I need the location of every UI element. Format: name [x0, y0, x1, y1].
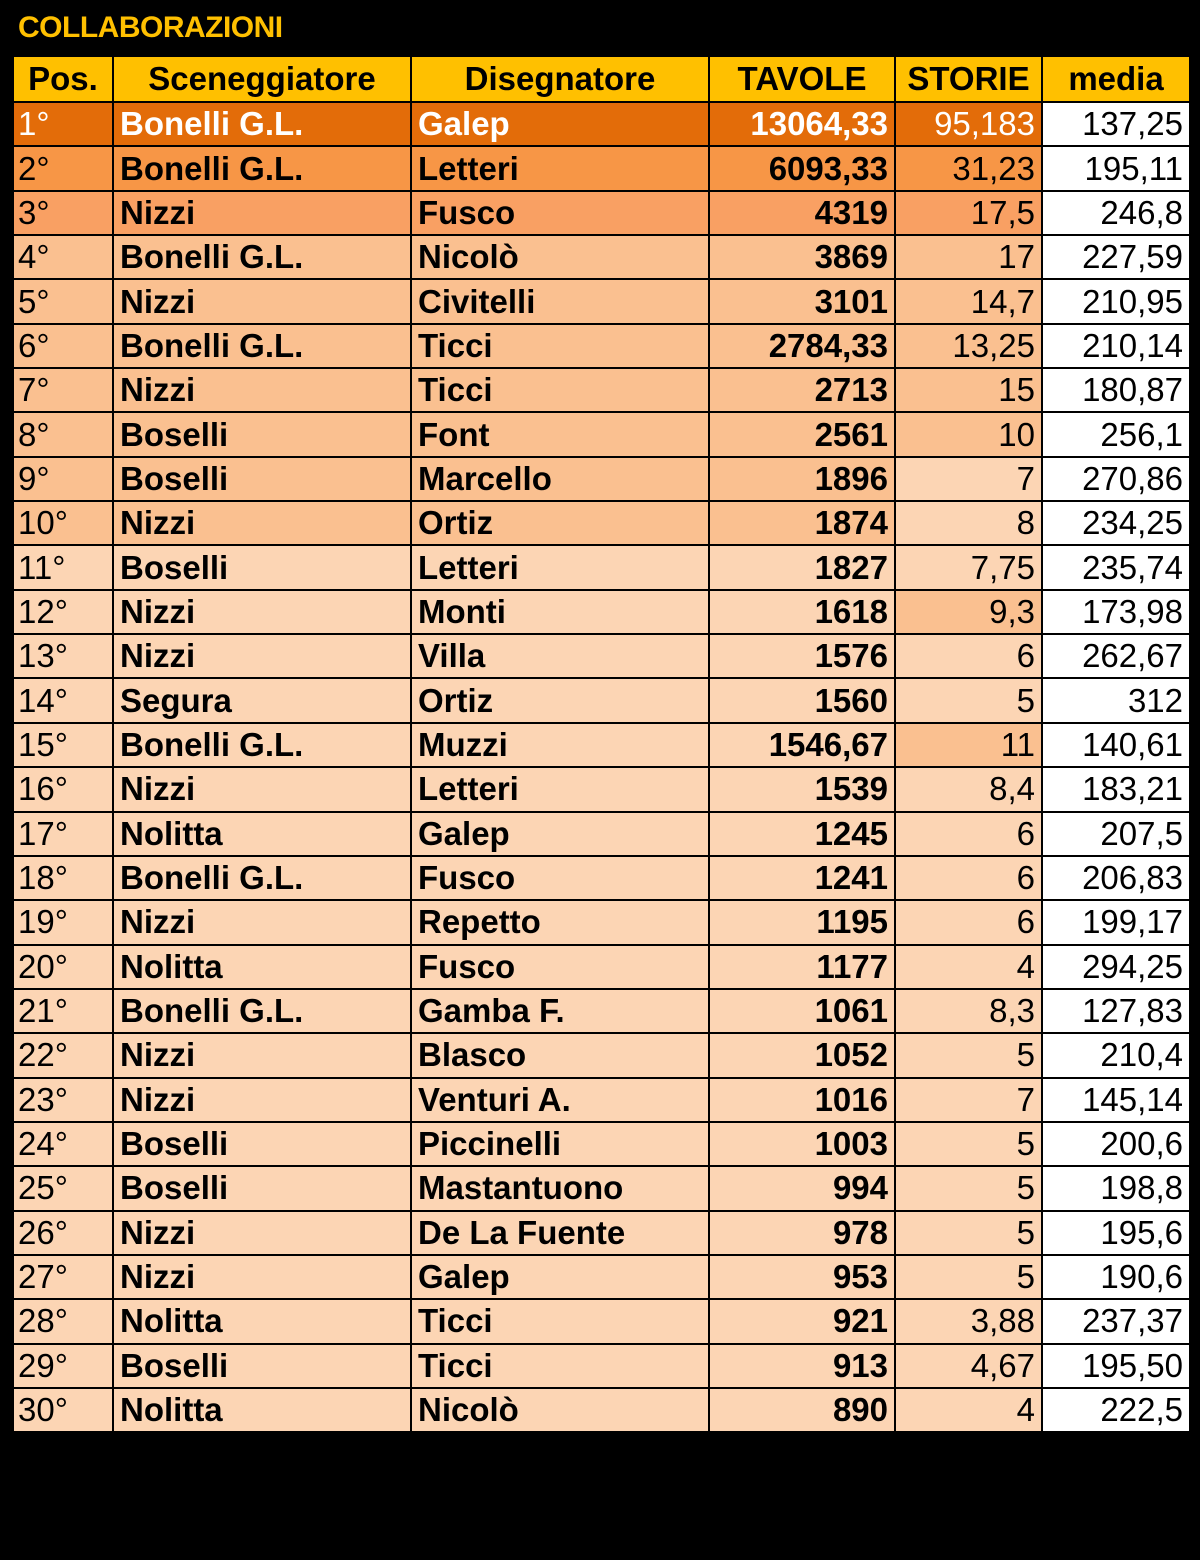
cell-sceneggiatore: Nizzi: [113, 368, 411, 412]
cell-tavole: 1618: [709, 590, 895, 634]
cell-disegnatore: Blasco: [411, 1033, 709, 1077]
cell-tavole: 3869: [709, 235, 895, 279]
cell-storie: 7,75: [895, 545, 1042, 589]
cell-pos: 26°: [13, 1211, 113, 1255]
cell-media: 210,4: [1042, 1033, 1190, 1077]
cell-storie: 6: [895, 856, 1042, 900]
table-row: [13, 1344, 1190, 1388]
cell-sceneggiatore: Nizzi: [113, 1211, 411, 1255]
cell-storie: 4,67: [895, 1344, 1042, 1388]
cell-pos: 12°: [13, 590, 113, 634]
cell-tavole: 953: [709, 1255, 895, 1299]
table-row: [13, 900, 1190, 944]
cell-sceneggiatore: Boselli: [113, 545, 411, 589]
table-row: [13, 191, 1190, 235]
cell-disegnatore: Repetto: [411, 900, 709, 944]
table-row: [13, 412, 1190, 456]
cell-media: 312: [1042, 678, 1190, 722]
table-row: [13, 1388, 1190, 1432]
cell-pos: 5°: [13, 279, 113, 323]
cell-sceneggiatore: Boselli: [113, 457, 411, 501]
cell-media: 234,25: [1042, 501, 1190, 545]
cell-pos: 9°: [13, 457, 113, 501]
cell-pos: 7°: [13, 368, 113, 412]
table-row: [13, 1078, 1190, 1122]
cell-storie: 4: [895, 945, 1042, 989]
cell-disegnatore: Monti: [411, 590, 709, 634]
cell-storie: 31,23: [895, 146, 1042, 190]
cell-sceneggiatore: Nizzi: [113, 634, 411, 678]
cell-sceneggiatore: Nizzi: [113, 767, 411, 811]
cell-pos: 8°: [13, 412, 113, 456]
cell-media: 199,17: [1042, 900, 1190, 944]
cell-tavole: 921: [709, 1299, 895, 1343]
cell-media: 210,95: [1042, 279, 1190, 323]
cell-pos: 19°: [13, 900, 113, 944]
table-row: [13, 457, 1190, 501]
cell-storie: 5: [895, 1033, 1042, 1077]
cell-storie: 5: [895, 678, 1042, 722]
cell-pos: 28°: [13, 1299, 113, 1343]
cell-sceneggiatore: Bonelli G.L.: [113, 723, 411, 767]
table-row: [13, 1122, 1190, 1166]
table-row: [13, 1033, 1190, 1077]
cell-tavole: 1874: [709, 501, 895, 545]
cell-storie: 5: [895, 1255, 1042, 1299]
header-storie: STORIE: [895, 56, 1042, 102]
cell-storie: 8,4: [895, 767, 1042, 811]
cell-media: 235,74: [1042, 545, 1190, 589]
cell-pos: 3°: [13, 191, 113, 235]
table-row: [13, 146, 1190, 190]
cell-pos: 22°: [13, 1033, 113, 1077]
cell-media: 262,67: [1042, 634, 1190, 678]
cell-media: 237,37: [1042, 1299, 1190, 1343]
cell-media: 206,83: [1042, 856, 1190, 900]
cell-storie: 4: [895, 1388, 1042, 1432]
cell-storie: 13,25: [895, 324, 1042, 368]
cell-tavole: 890: [709, 1388, 895, 1432]
cell-disegnatore: Letteri: [411, 146, 709, 190]
cell-disegnatore: Galep: [411, 102, 709, 146]
cell-storie: 8,3: [895, 989, 1042, 1033]
cell-disegnatore: Civitelli: [411, 279, 709, 323]
cell-tavole: 1177: [709, 945, 895, 989]
cell-storie: 6: [895, 900, 1042, 944]
cell-media: 256,1: [1042, 412, 1190, 456]
cell-storie: 10: [895, 412, 1042, 456]
cell-disegnatore: Letteri: [411, 545, 709, 589]
table-row: [13, 945, 1190, 989]
cell-sceneggiatore: Nolitta: [113, 1388, 411, 1432]
cell-pos: 11°: [13, 545, 113, 589]
table-row: [13, 1211, 1190, 1255]
cell-pos: 15°: [13, 723, 113, 767]
header-row: [13, 56, 1190, 102]
cell-media: 294,25: [1042, 945, 1190, 989]
cell-tavole: 1061: [709, 989, 895, 1033]
cell-tavole: 2713: [709, 368, 895, 412]
cell-sceneggiatore: Nizzi: [113, 191, 411, 235]
cell-disegnatore: Villa: [411, 634, 709, 678]
header-disegnatore: Disegnatore: [411, 56, 709, 102]
cell-disegnatore: Ticci: [411, 1344, 709, 1388]
cell-sceneggiatore: Boselli: [113, 1122, 411, 1166]
cell-pos: 21°: [13, 989, 113, 1033]
cell-pos: 2°: [13, 146, 113, 190]
cell-storie: 15: [895, 368, 1042, 412]
table-row: [13, 235, 1190, 279]
table-row: [13, 501, 1190, 545]
cell-pos: 23°: [13, 1078, 113, 1122]
cell-sceneggiatore: Nizzi: [113, 1078, 411, 1122]
cell-sceneggiatore: Bonelli G.L.: [113, 856, 411, 900]
cell-tavole: 1896: [709, 457, 895, 501]
cell-storie: 5: [895, 1166, 1042, 1210]
cell-media: 200,6: [1042, 1122, 1190, 1166]
cell-disegnatore: Muzzi: [411, 723, 709, 767]
cell-disegnatore: Font: [411, 412, 709, 456]
table-row: [13, 102, 1190, 146]
cell-media: 195,11: [1042, 146, 1190, 190]
header-sceneggiatore: Sceneggiatore: [113, 56, 411, 102]
cell-disegnatore: Ticci: [411, 324, 709, 368]
cell-pos: 24°: [13, 1122, 113, 1166]
cell-media: 140,61: [1042, 723, 1190, 767]
cell-storie: 3,88: [895, 1299, 1042, 1343]
cell-tavole: 4319: [709, 191, 895, 235]
cell-disegnatore: Ticci: [411, 368, 709, 412]
cell-sceneggiatore: Bonelli G.L.: [113, 146, 411, 190]
cell-media: 207,5: [1042, 812, 1190, 856]
cell-media: 270,86: [1042, 457, 1190, 501]
cell-sceneggiatore: Boselli: [113, 1344, 411, 1388]
table-row: [13, 1255, 1190, 1299]
cell-tavole: 1576: [709, 634, 895, 678]
cell-disegnatore: Ticci: [411, 1299, 709, 1343]
cell-sceneggiatore: Boselli: [113, 412, 411, 456]
cell-pos: 27°: [13, 1255, 113, 1299]
cell-tavole: 978: [709, 1211, 895, 1255]
cell-pos: 30°: [13, 1388, 113, 1432]
cell-disegnatore: Piccinelli: [411, 1122, 709, 1166]
cell-sceneggiatore: Nizzi: [113, 1033, 411, 1077]
cell-tavole: 2784,33: [709, 324, 895, 368]
header-tavole: TAVOLE: [709, 56, 895, 102]
cell-tavole: 2561: [709, 412, 895, 456]
cell-pos: 18°: [13, 856, 113, 900]
cell-media: 183,21: [1042, 767, 1190, 811]
cell-media: 195,50: [1042, 1344, 1190, 1388]
table-row: [13, 678, 1190, 722]
cell-sceneggiatore: Segura: [113, 678, 411, 722]
cell-storie: 9,3: [895, 590, 1042, 634]
cell-disegnatore: Mastantuono: [411, 1166, 709, 1210]
cell-pos: 1°: [13, 102, 113, 146]
cell-media: 195,6: [1042, 1211, 1190, 1255]
cell-disegnatore: Letteri: [411, 767, 709, 811]
cell-sceneggiatore: Nizzi: [113, 501, 411, 545]
cell-storie: 7: [895, 1078, 1042, 1122]
cell-pos: 29°: [13, 1344, 113, 1388]
cell-disegnatore: Fusco: [411, 856, 709, 900]
cell-tavole: 1195: [709, 900, 895, 944]
cell-disegnatore: Fusco: [411, 945, 709, 989]
cell-disegnatore: Nicolò: [411, 1388, 709, 1432]
cell-storie: 8: [895, 501, 1042, 545]
table-row: [13, 634, 1190, 678]
cell-pos: 20°: [13, 945, 113, 989]
cell-tavole: 3101: [709, 279, 895, 323]
header-pos: Pos.: [13, 56, 113, 102]
table-row: [13, 989, 1190, 1033]
cell-sceneggiatore: Boselli: [113, 1166, 411, 1210]
cell-tavole: 1546,67: [709, 723, 895, 767]
cell-tavole: 1052: [709, 1033, 895, 1077]
cell-media: 137,25: [1042, 102, 1190, 146]
table-row: [13, 812, 1190, 856]
cell-tavole: 1016: [709, 1078, 895, 1122]
cell-tavole: 1241: [709, 856, 895, 900]
cell-storie: 6: [895, 812, 1042, 856]
cell-disegnatore: Ortiz: [411, 678, 709, 722]
sheet-title: COLLABORAZIONI: [18, 11, 283, 44]
cell-media: 246,8: [1042, 191, 1190, 235]
cell-sceneggiatore: Bonelli G.L.: [113, 324, 411, 368]
cell-tavole: 6093,33: [709, 146, 895, 190]
cell-storie: 5: [895, 1122, 1042, 1166]
cell-sceneggiatore: Nizzi: [113, 279, 411, 323]
cell-disegnatore: Galep: [411, 812, 709, 856]
cell-media: 145,14: [1042, 1078, 1190, 1122]
cell-tavole: 1003: [709, 1122, 895, 1166]
cell-sceneggiatore: Bonelli G.L.: [113, 989, 411, 1033]
cell-media: 190,6: [1042, 1255, 1190, 1299]
cell-tavole: 1539: [709, 767, 895, 811]
table-row: [13, 279, 1190, 323]
cell-media: 222,5: [1042, 1388, 1190, 1432]
cell-tavole: 1245: [709, 812, 895, 856]
cell-sceneggiatore: Nolitta: [113, 945, 411, 989]
cell-storie: 7: [895, 457, 1042, 501]
cell-media: 227,59: [1042, 235, 1190, 279]
cell-disegnatore: Nicolò: [411, 235, 709, 279]
cell-disegnatore: Marcello: [411, 457, 709, 501]
cell-sceneggiatore: Bonelli G.L.: [113, 235, 411, 279]
table-row: [13, 856, 1190, 900]
cell-storie: 5: [895, 1211, 1042, 1255]
cell-sceneggiatore: Nizzi: [113, 900, 411, 944]
cell-sceneggiatore: Nolitta: [113, 1299, 411, 1343]
cell-storie: 95,183: [895, 102, 1042, 146]
table-row: [13, 590, 1190, 634]
cell-storie: 6: [895, 634, 1042, 678]
table-row: [13, 324, 1190, 368]
cell-storie: 14,7: [895, 279, 1042, 323]
cell-sceneggiatore: Nizzi: [113, 1255, 411, 1299]
cell-pos: 25°: [13, 1166, 113, 1210]
cell-media: 127,83: [1042, 989, 1190, 1033]
cell-disegnatore: De La Fuente: [411, 1211, 709, 1255]
cell-disegnatore: Fusco: [411, 191, 709, 235]
table-row: [13, 767, 1190, 811]
table-row: [13, 368, 1190, 412]
cell-media: 198,8: [1042, 1166, 1190, 1210]
cell-pos: 10°: [13, 501, 113, 545]
cell-pos: 4°: [13, 235, 113, 279]
cell-disegnatore: Ortiz: [411, 501, 709, 545]
cell-pos: 6°: [13, 324, 113, 368]
cell-storie: 11: [895, 723, 1042, 767]
table-body: [13, 102, 1190, 1432]
cell-disegnatore: Galep: [411, 1255, 709, 1299]
cell-tavole: 1827: [709, 545, 895, 589]
cell-media: 180,87: [1042, 368, 1190, 412]
cell-sceneggiatore: Bonelli G.L.: [113, 102, 411, 146]
cell-pos: 14°: [13, 678, 113, 722]
cell-tavole: 13064,33: [709, 102, 895, 146]
table-row: [13, 1299, 1190, 1343]
cell-media: 210,14: [1042, 324, 1190, 368]
table-row: [13, 723, 1190, 767]
cell-sceneggiatore: Nizzi: [113, 590, 411, 634]
cell-storie: 17,5: [895, 191, 1042, 235]
table-row: [13, 1166, 1190, 1210]
cell-media: 173,98: [1042, 590, 1190, 634]
cell-disegnatore: Gamba F.: [411, 989, 709, 1033]
cell-sceneggiatore: Nolitta: [113, 812, 411, 856]
cell-disegnatore: Venturi A.: [411, 1078, 709, 1122]
header-media: media: [1042, 56, 1190, 102]
cell-tavole: 913: [709, 1344, 895, 1388]
cell-storie: 17: [895, 235, 1042, 279]
cell-pos: 13°: [13, 634, 113, 678]
cell-tavole: 1560: [709, 678, 895, 722]
cell-pos: 17°: [13, 812, 113, 856]
table-row: [13, 545, 1190, 589]
cell-tavole: 994: [709, 1166, 895, 1210]
collaborations-table: [12, 55, 1191, 1433]
cell-pos: 16°: [13, 767, 113, 811]
